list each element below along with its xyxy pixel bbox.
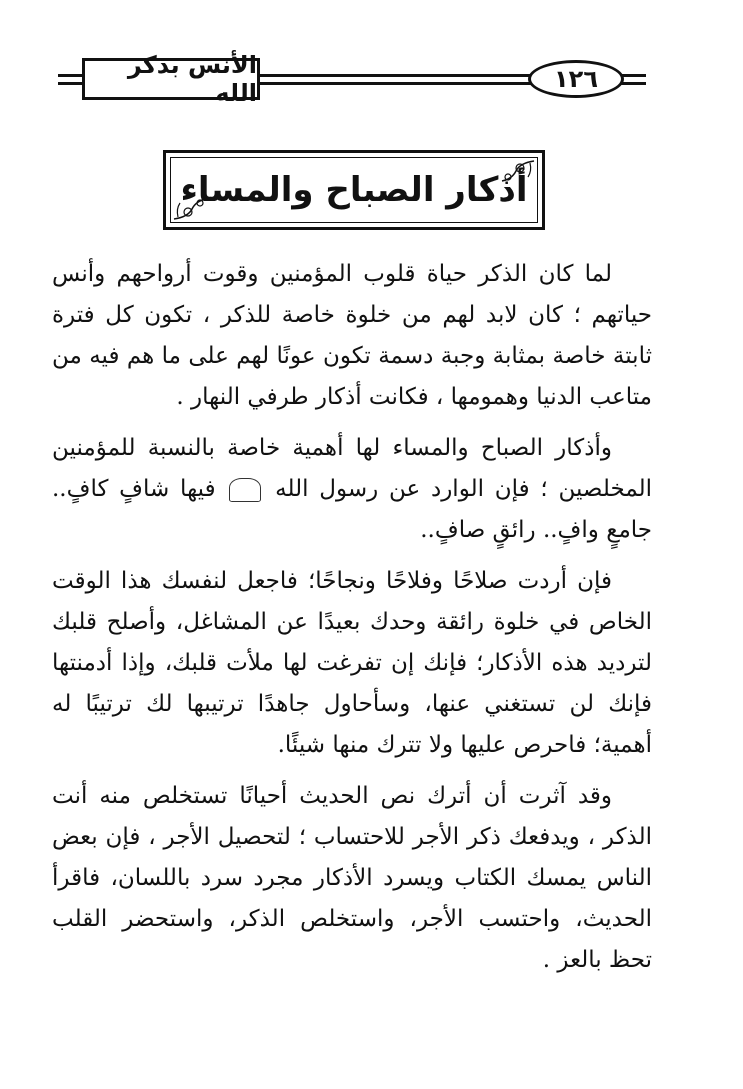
paragraph-text: وأذكار الصباح والمساء لها أهمية خاصة بالنسبة للمؤمنين المخلصين ؛ فإن الوارد عن رسول الله	[52, 435, 653, 502]
page-number: ١٢٦	[528, 60, 624, 98]
salawat-calligraphy-icon	[229, 478, 261, 502]
section-title: أذكار الصباح والمساء	[180, 170, 528, 210]
paragraph	[52, 428, 652, 551]
section-title-box	[163, 150, 545, 230]
paragraph: لما كان الذكر حياة قلوب المؤمنين وقوت أرواحهم وأنس حياتهم ؛ كان لابد لهم من خلوة خاصة للذكر ، تكون كل فترة ثابتة خاصة بمثابة وجبة دسمة تكون عونًا لهم على ما هم فيه من متاعب الدنيا وهمومها ، فكانت أذكار طرفي النهار .	[52, 261, 652, 410]
paragraph-text: فيها شافٍ كافٍ.. جامعٍ وافٍ.. رائقٍ صافٍ..	[52, 476, 652, 543]
running-title: الأنس بذكر الله	[82, 58, 260, 100]
paragraph: فإن أردت صلاحًا وفلاحًا ونجاحًا؛ فاجعل لنفسك هذا الوقت الخاص في خلوة رائقة وحدك بعيدًا عن المشاغل، وأصلح قلبك لترديد هذه الأذكار؛ فإنك إن تفرغت لها ملأت قلبك، وإذا أدمنتها فإنك لن تستغني عنها، وسأحاول جاهدًا ترتيبها لك ترتيبًا له أهمية؛ فاحرص عليها ولا تترك منها شيئًا.	[52, 568, 652, 758]
paragraph: وقد آثرت أن أترك نص الحديث أحيانًا تستخلص منه أنت الذكر ، ويدفعك ذكر الأجر للاحتساب ؛ لتحصيل الأجر ، فإن بعض الناس يمسك الكتاب ويسرد الأذكار مجرد سرد باللسان، فاقرأ الحديث، واحتسب الأجر، واستخلص الذكر، واستحضر القلب تحظ بالعز .	[52, 783, 652, 973]
body-text	[52, 254, 652, 991]
